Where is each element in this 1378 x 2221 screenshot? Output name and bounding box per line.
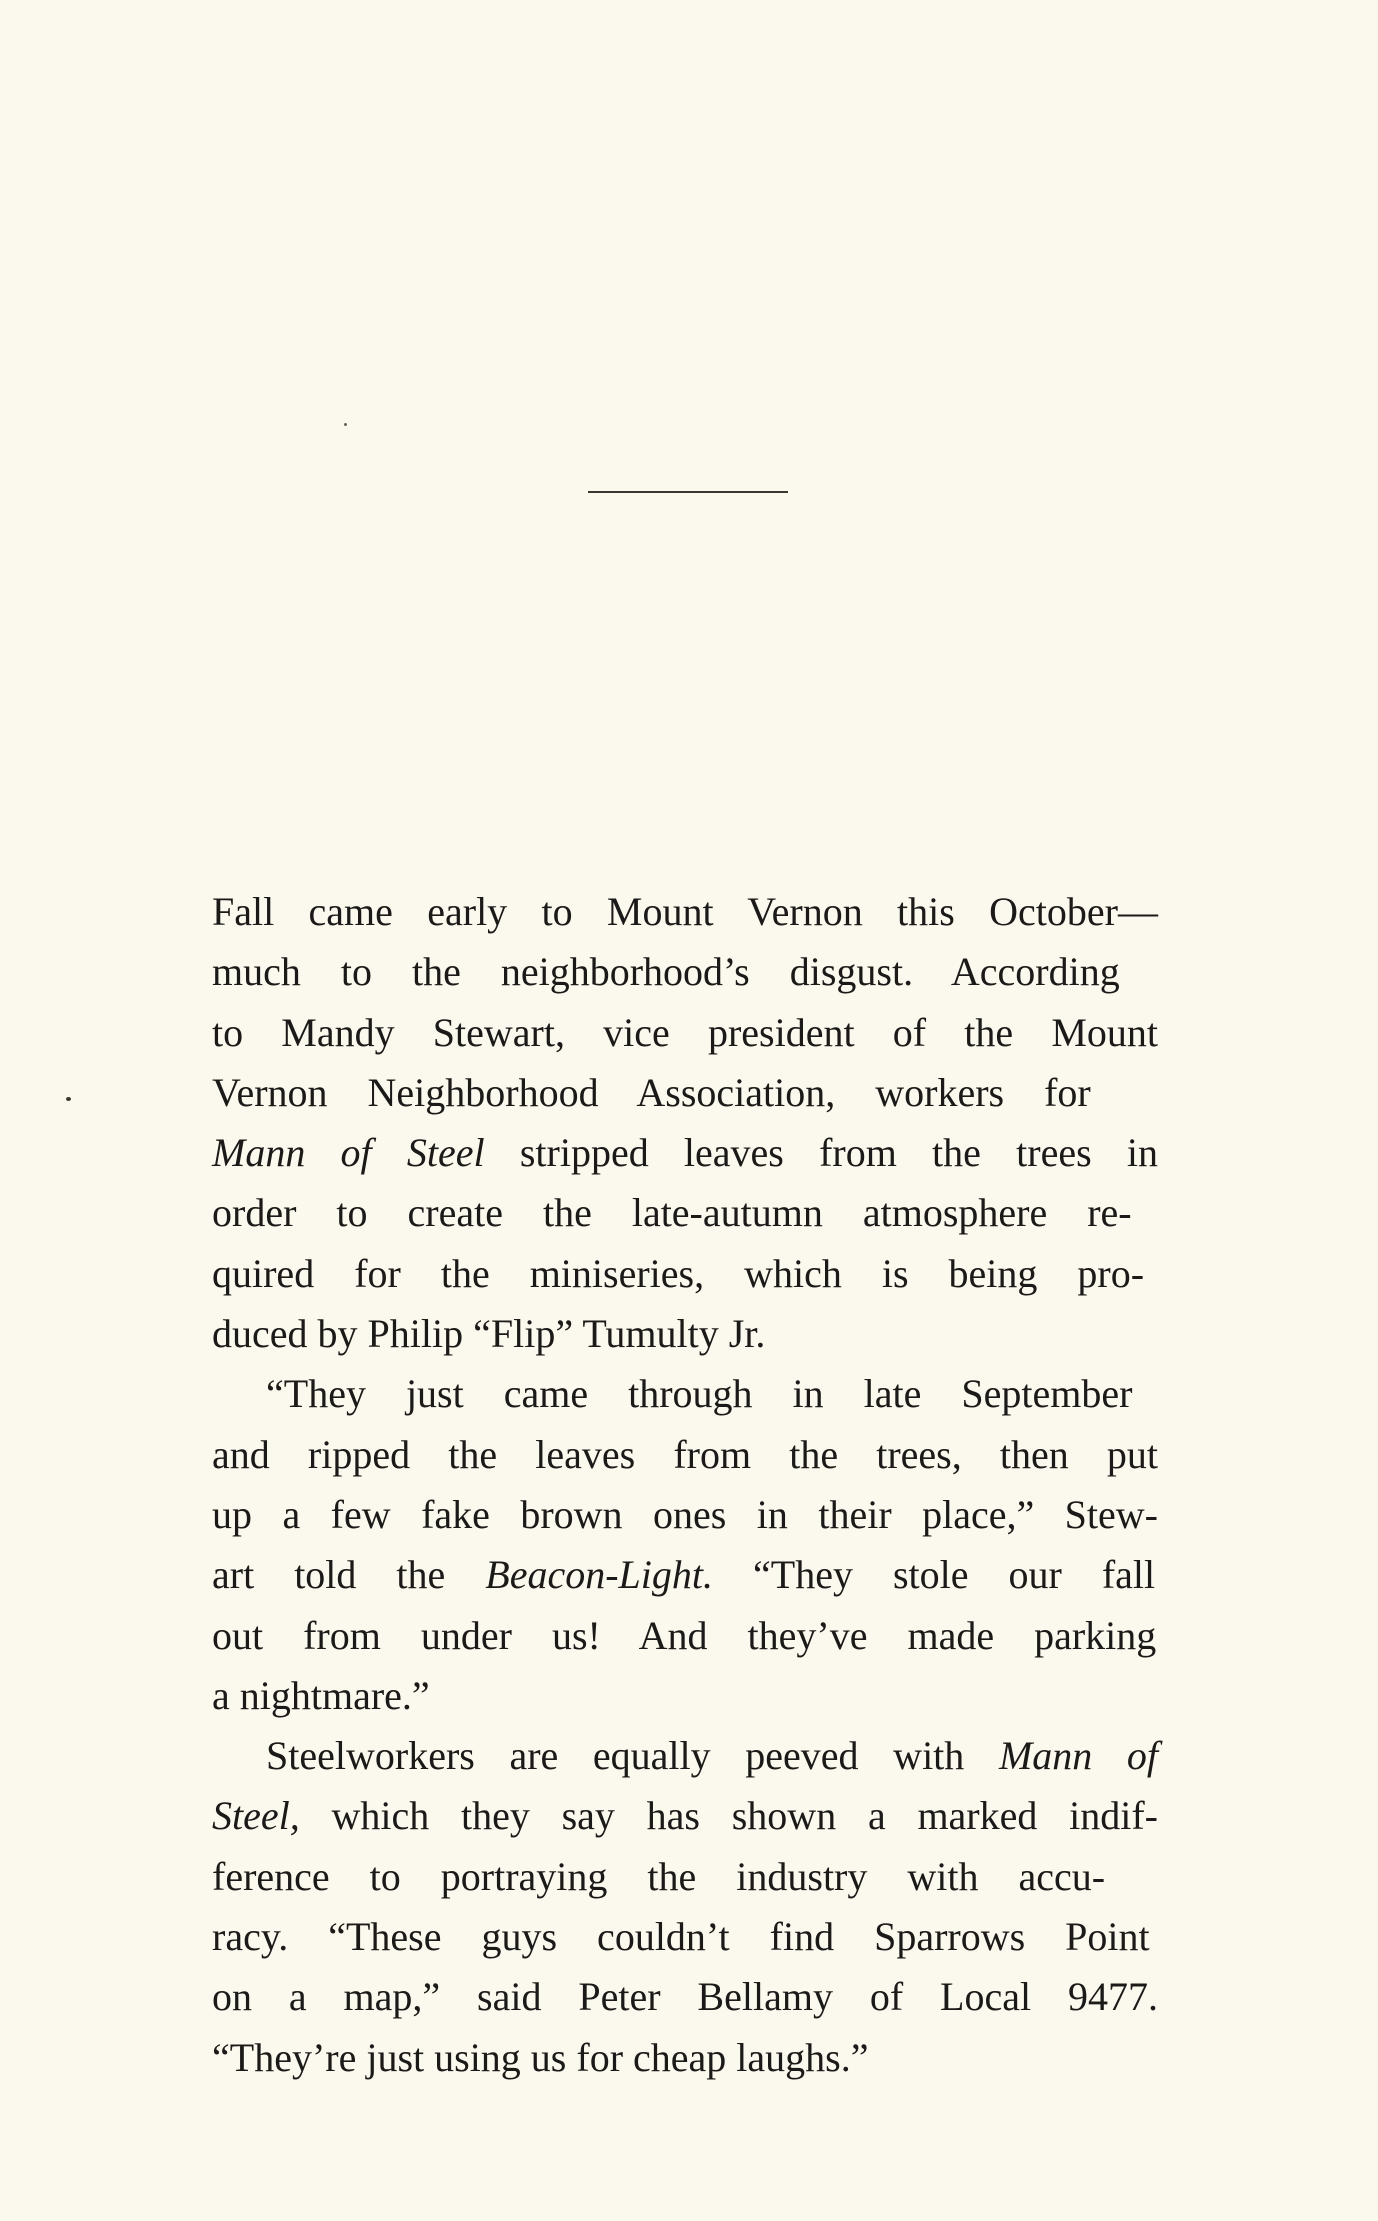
text-line: and ripped the leaves from the trees, then put bbox=[212, 1431, 1158, 1477]
text-line: Fall came early to Mount Vernon this October— bbox=[212, 889, 1158, 934]
text-line: to Mandy Stewart, vice president of the Mount bbox=[212, 1009, 1158, 1055]
text-line: much to the neighborhood’s disgust. According bbox=[212, 949, 1120, 995]
text-line: a nightmare.” bbox=[212, 1672, 430, 1718]
text-line: duced by Philip “Flip” Tumulty Jr. bbox=[212, 1311, 766, 1357]
text-line: art told the Beacon-Light. “They stole our fall bbox=[212, 1552, 1156, 1598]
text-line: “They just came through in late September bbox=[266, 1371, 1133, 1417]
text-line: up a few fake brown ones in their place,” Stew- bbox=[212, 1491, 1158, 1537]
text-line: on a map,” said Peter Bellamy of Local 9477. bbox=[212, 1974, 1158, 2020]
text-line: Vernon Neighborhood Association, workers for bbox=[212, 1069, 1091, 1115]
text-line: Steel, which they say has shown a marked indif- bbox=[212, 1793, 1158, 1839]
text-line: ference to portraying the industry with accu- bbox=[212, 1853, 1106, 1899]
section-rule bbox=[588, 491, 788, 493]
paper-speck bbox=[66, 1097, 71, 1101]
title-italic: Mann of bbox=[998, 1733, 1159, 1779]
text-line: “They’re just using us for cheap laughs.” bbox=[212, 2034, 869, 2080]
text-line: racy. “These guys couldn’t find Sparrows Point bbox=[212, 1914, 1150, 1960]
text-line: quired for the miniseries, which is being pro- bbox=[212, 1250, 1145, 1296]
text-line: Mann of Steel stripped leaves from the trees in bbox=[212, 1130, 1158, 1176]
text-line: Steelworkers are equally peeved with Mann of bbox=[266, 1733, 1159, 1779]
title-italic: Beacon-Light. bbox=[485, 1552, 714, 1598]
body-text bbox=[212, 882, 1158, 2088]
title-italic: Mann of Steel bbox=[212, 1130, 485, 1176]
text-line: order to create the late-autumn atmosphere re- bbox=[212, 1190, 1132, 1236]
paper-speck bbox=[344, 423, 347, 426]
title-italic: Steel, bbox=[212, 1793, 300, 1839]
text-line: out from under us! And they’ve made parking bbox=[212, 1612, 1157, 1658]
